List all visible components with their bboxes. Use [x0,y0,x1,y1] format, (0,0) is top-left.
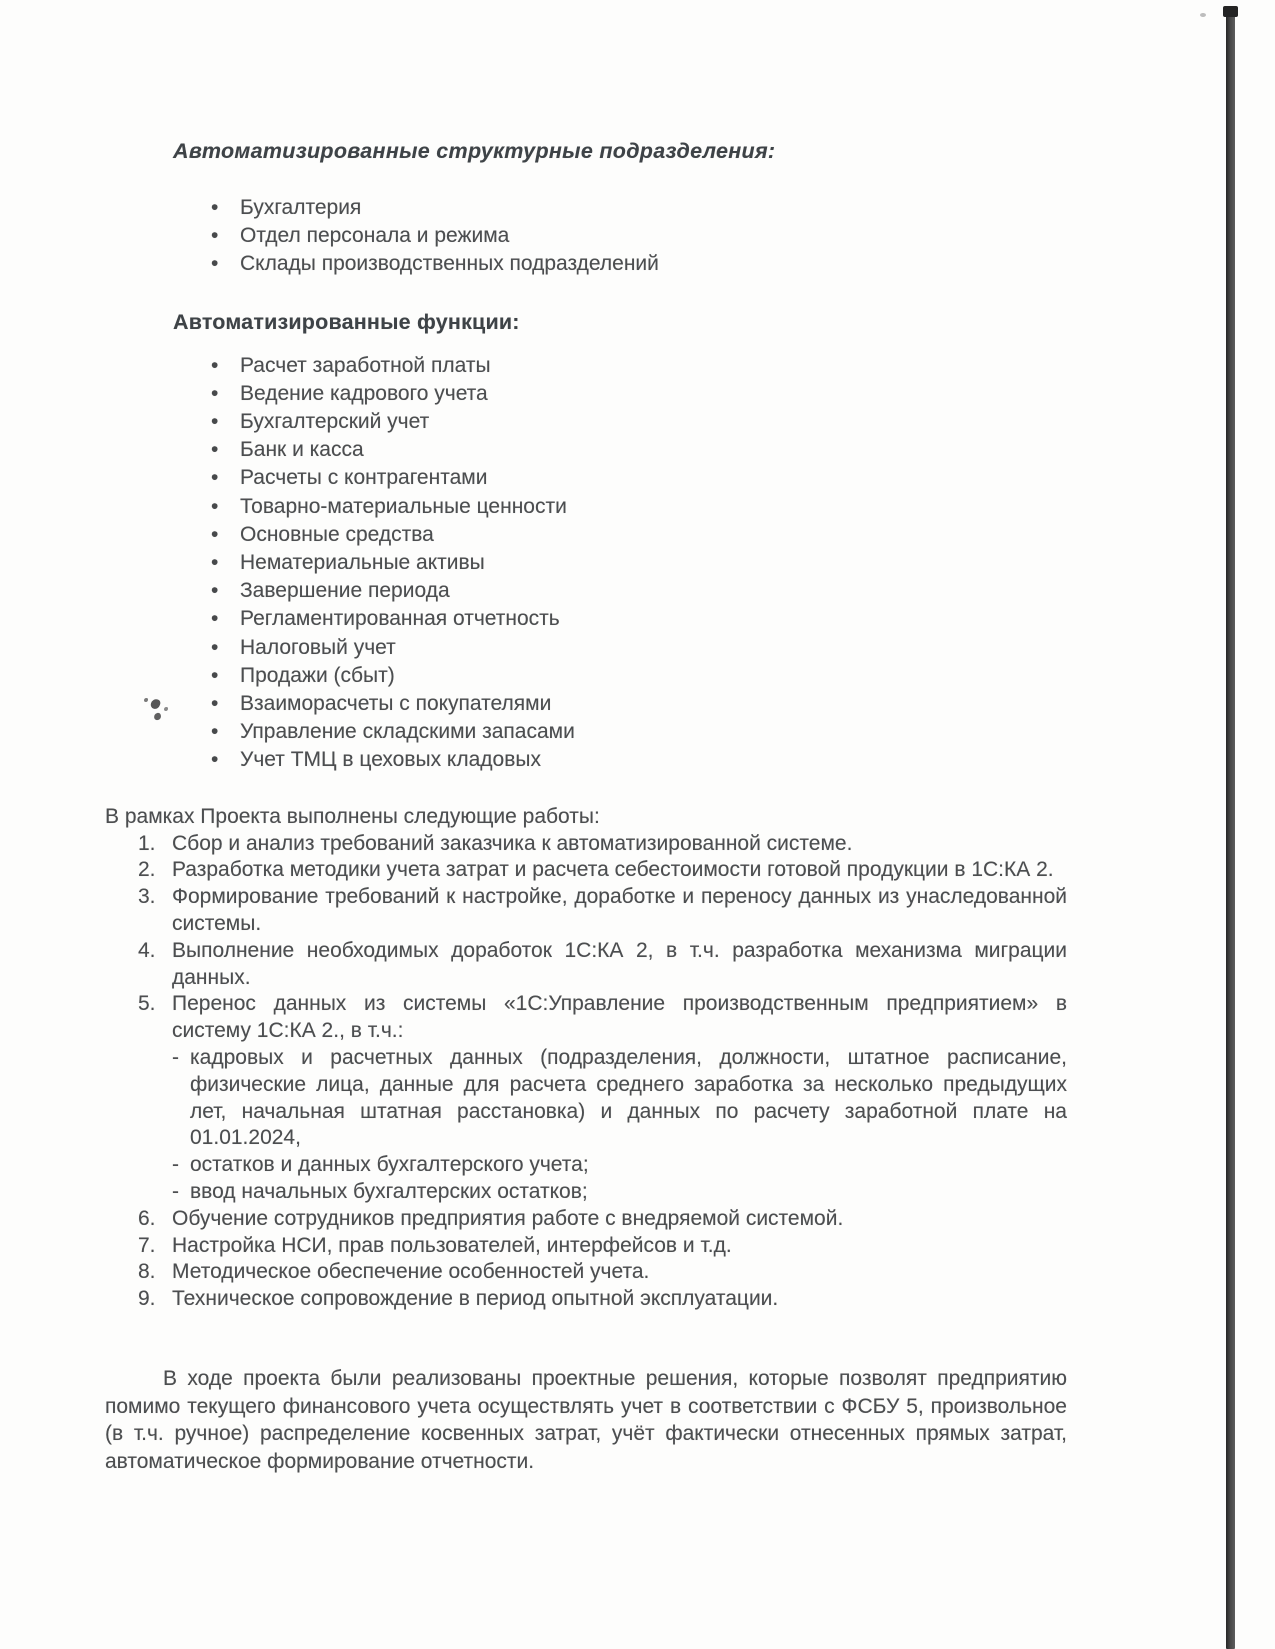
dash-marker: - [172,1153,179,1177]
item-number: 9. [138,1287,156,1311]
item-text: Обучение сотрудников предприятия работе с внедряемой системой. [172,1206,844,1230]
list-item: • Продажи (сбыт) [105,662,1067,690]
item-number: 6. [138,1206,156,1230]
numbered-item [105,991,1067,1205]
list-item: • Взаиморасчеты с покупателями [105,690,1067,718]
departments-heading: Автоматизированные структурные подразделения: [173,139,776,163]
works-list [105,831,1067,1313]
ink-smudge-artifact [142,694,172,722]
item-number: 1. [138,831,156,855]
list-item: • Ведение кадрового учета [105,380,1067,408]
list-item: • Учет ТМЦ в цеховых кладовых [105,746,1067,774]
dash-marker: - [172,1046,179,1070]
item-number: 3. [138,885,156,909]
scanner-edge-bar-artifact [1226,6,1235,1649]
dash-marker: - [172,1180,179,1204]
item-number: 8. [138,1260,156,1284]
sub-item [172,1152,1067,1179]
numbered-item [105,1206,1067,1233]
list-item: • Товарно-материальные ценности [105,493,1067,521]
departments-list [105,194,1067,279]
item-number: 2. [138,858,156,882]
numbered-item [105,884,1067,938]
closing-paragraph: В ходе проекта были реализованы проектные решения, которые позволят предприятию помимо текущего финансового учета осуществлять учет в соответствии с ФСБУ 5, произвольное (в т.ч. ручное) распределение косвенных затрат, учёт фактически отнесенных прямых затрат, автоматическое формирование отчетности. [105,1367,1067,1473]
list-item: • Отдел персонала и режима [105,222,1067,250]
sub-item [172,1179,1067,1206]
item-text: Разработка методики учета затрат и расчета себестоимости готовой продукции в 1С:КА 2. [172,858,1054,882]
list-item: • Регламентированная отчетность [105,605,1067,633]
numbered-item [105,938,1067,992]
item-text: Перенос данных из системы «1С:Управление производственным предприятием» в систему 1С:КА 2., в т.ч.: [172,992,1067,1043]
list-item: • Нематериальные активы [105,549,1067,577]
item-text: Техническое сопровождение в период опытной эксплуатации. [172,1287,779,1311]
numbered-item [105,1286,1067,1313]
scan-speck-artifact [1200,13,1206,17]
list-item: • Налоговый учет [105,634,1067,662]
item-text: Выполнение необходимых доработок 1С:КА 2, в т.ч. разработка механизма миграции данных. [172,938,1067,989]
item-text: Настройка НСИ, прав пользователей, интерфейсов и т.д. [172,1233,732,1257]
sub-items-list [172,1045,1067,1206]
item-number: 7. [138,1233,156,1257]
list-item: • Основные средства [105,521,1067,549]
list-item: • Расчеты с контрагентами [105,464,1067,492]
document-content [105,138,1067,1475]
list-item: • Управление складскими запасами [105,718,1067,746]
item-text: Сбор и анализ требований заказчика к автоматизированной системе. [172,831,853,855]
sub-item [172,1045,1067,1152]
list-item: • Банк и касса [105,436,1067,464]
list-item: • Бухгалтерия [105,194,1067,222]
functions-list [105,352,1067,775]
numbered-item [105,1233,1067,1260]
item-number: 4. [138,938,156,962]
functions-heading: Автоматизированные функции: [173,309,520,334]
list-item: • Бухгалтерский учет [105,408,1067,436]
sub-item-text: ввод начальных бухгалтерских остатков; [190,1180,588,1204]
numbered-item [105,857,1067,884]
numbered-item [105,831,1067,858]
numbered-item [105,1259,1067,1286]
item-text: Методическое обеспечение особенностей учета. [172,1260,650,1284]
list-item: • Склады производственных подразделений [105,250,1067,278]
list-item: • Расчет заработной платы [105,352,1067,380]
item-text: Формирование требований к настройке, доработке и переносу данных из унаследованной системы. [172,885,1067,936]
sub-item-text: кадровых и расчетных данных (подразделения, должности, штатное расписание, физические лица, данные для расчета среднего заработка за несколько предыдущих лет, начальная штатная расстановка) и данных по расчету заработной плате на 01.01.2024, [190,1046,1067,1150]
list-item: • Завершение периода [105,577,1067,605]
item-number: 5. [138,992,156,1016]
sub-item-text: остатков и данных бухгалтерского учета; [190,1153,589,1177]
works-intro: В рамках Проекта выполнены следующие работы: [105,804,600,828]
